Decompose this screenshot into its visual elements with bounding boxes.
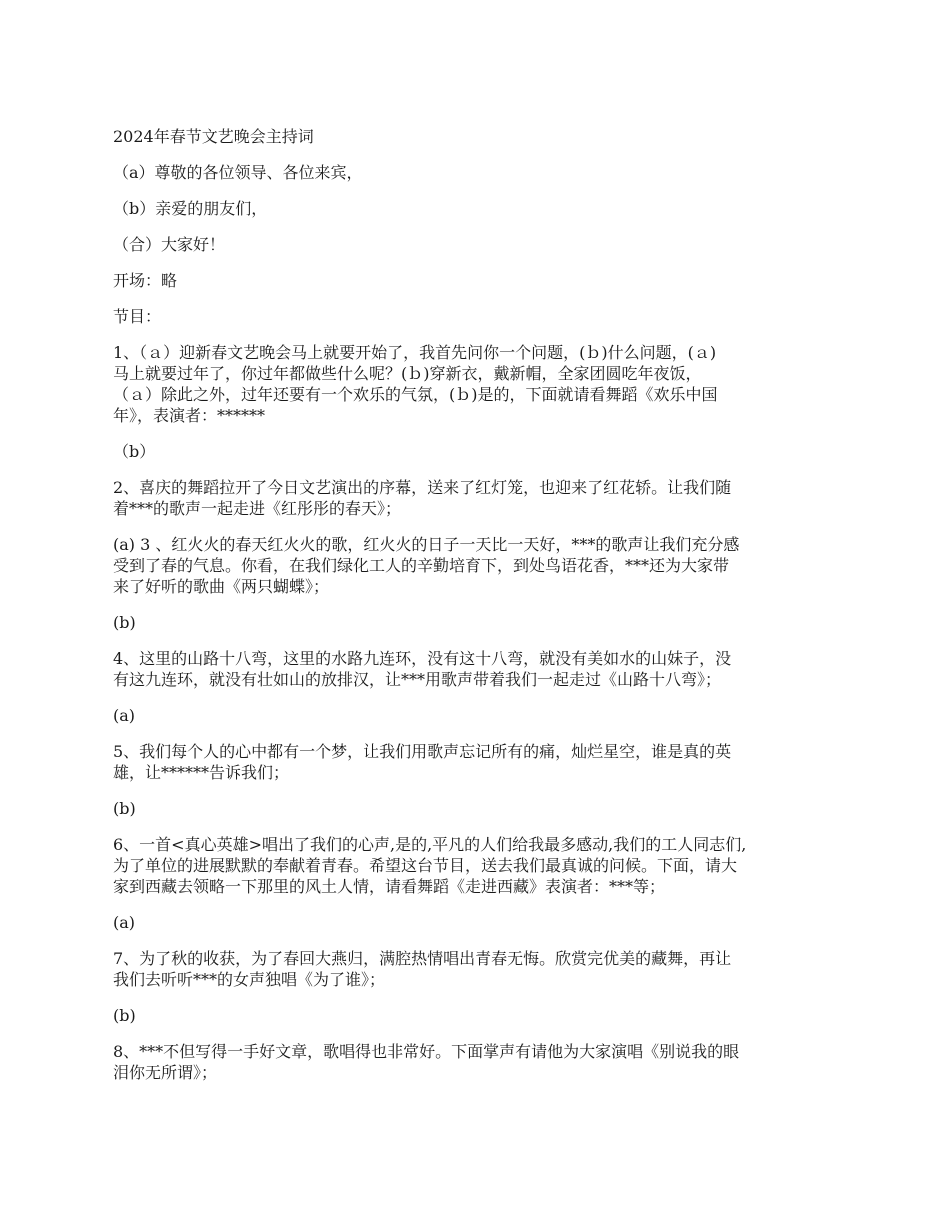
program-item-1: 1、（ａ）迎新春文艺晚会马上就要开始了，我首先问你一个问题，(ｂ)什么问题，(ａ) 马上就要过年了，你过年都做些什么呢？(ｂ)穿新衣，戴新帽，全家团圆吃年夜饭， （ａ）除此之外，过年还要有一个欢乐的气氛，(ｂ)是的，下面就请看舞蹈《欢乐中国 年》，表演者：****** <box>113 343 718 425</box>
document-body <box>113 126 845 1098</box>
speaker-marker: (a) <box>113 706 136 725</box>
greeting-together: （合）大家好！ <box>113 235 226 254</box>
speaker-marker: （b） <box>113 442 156 461</box>
speaker-marker: (b) <box>113 799 136 818</box>
speaker-marker: (b) <box>113 613 136 632</box>
program-item-4: 4、这里的山路十八弯，这里的水路九连环，没有这十八弯，就没有美如水的山妹子，没 有这九连环，就没有壮如山的放排汉，让***用歌声带着我们一起走过《山路十八弯》； <box>113 649 732 689</box>
program-item-8: 8、***不但写得一手好文章，歌唱得也非常好。下面掌声有请他为大家演唱《别说我的眼 泪你无所谓》； <box>113 1042 740 1082</box>
document-title: 2024年春节文艺晚会主持词 <box>113 127 314 146</box>
greeting-b: （b）亲爱的朋友们， <box>113 199 268 218</box>
program-item-5: 5、我们每个人的心中都有一个梦，让我们用歌声忘记所有的痛，灿烂星空，谁是真的英 雄，让******告诉我们； <box>113 742 732 782</box>
speaker-marker: (a) <box>113 913 136 932</box>
speaker-marker: (b) <box>113 1006 136 1025</box>
program-item-7: 7、为了秋的收获，为了春回大燕归，满腔热情唱出青春无悔。欣赏完优美的藏舞，再让 我们去听听***的女声独唱《为了谁》； <box>113 949 732 989</box>
opening-line: 开场：略 <box>113 271 178 290</box>
program-heading: 节目： <box>113 307 162 326</box>
program-item-6: 6、一首<真心英雄>唱出了我们的心声,是的,平凡的人们给我最多感动,我们的工人同志们, 为了单位的进展默默的奉献着青春。希望这台节目，送去我们最真诚的问候。下面，请大 家到西藏去领略一下那里的风土人情，请看舞蹈《走进西藏》表演者：***等； <box>113 835 747 896</box>
program-item-2: 2、喜庆的舞蹈拉开了今日文艺演出的序幕，送来了红灯笼，也迎来了红花轿。让我们随 着***的歌声一起走进《红彤彤的春天》； <box>113 478 732 518</box>
greeting-a: （a）尊敬的各位领导、各位来宾， <box>113 163 363 182</box>
program-item-3: (a) 3 、红火火的春天红火火的歌，红火火的日子一天比一天好，***的歌声让我们充分感 受到了春的气息。你看，在我们绿化工人的辛勤培育下，到处鸟语花香，***还为大家带 来了好听的歌曲《两只蝴蝶》； <box>113 535 740 596</box>
